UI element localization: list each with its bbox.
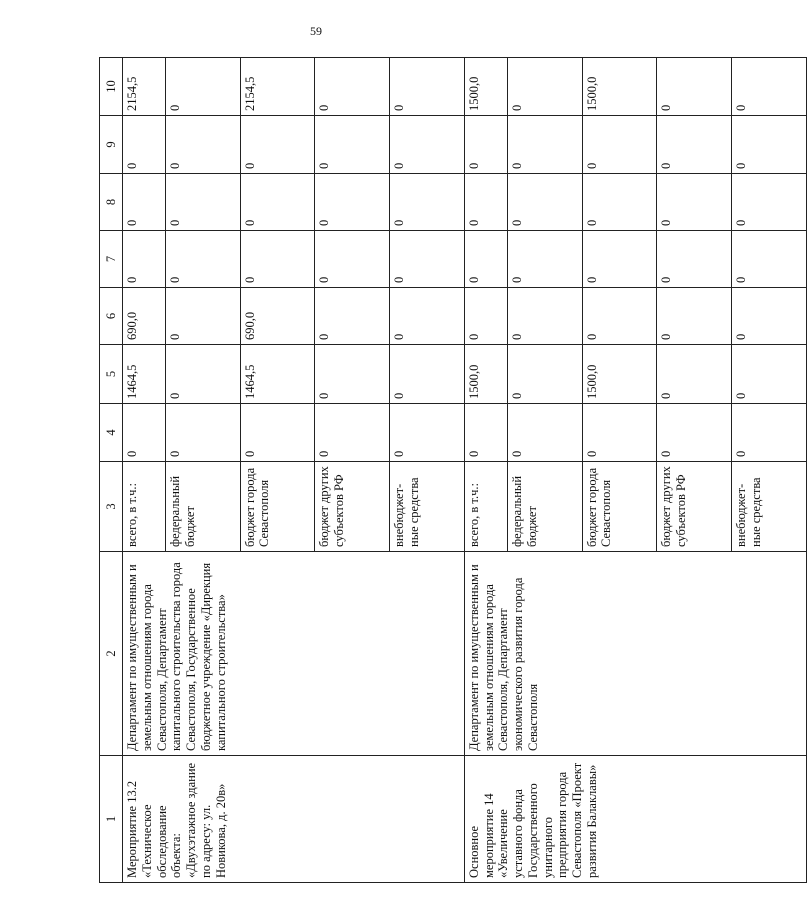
funding-source-cell: федеральный бюджет: [507, 462, 582, 552]
table-row: [123, 58, 166, 883]
value-cell-col-8: 0: [464, 174, 507, 231]
value-cell-col-6: 0: [390, 288, 465, 345]
value-cell-col-6: 690,0: [240, 288, 315, 345]
value-cell-col-8: 0: [657, 174, 732, 231]
value-cell-col-7: 0: [582, 231, 657, 288]
value-cell-col-8: 0: [732, 174, 807, 231]
funding-source-cell: бюджет города Севастополя: [240, 462, 315, 552]
value-cell-col-9: 0: [123, 116, 166, 174]
value-cell-col-4: 0: [123, 404, 166, 462]
value-cell-col-8: 0: [165, 174, 240, 231]
funding-source-cell: федеральный бюджет: [165, 462, 240, 552]
funding-source-cell: внебюджет-ные средства: [390, 462, 465, 552]
header-col-4: 4: [100, 404, 123, 462]
value-cell-col-5: 0: [390, 345, 465, 404]
value-cell-col-6: 0: [582, 288, 657, 345]
header-row: [100, 58, 123, 883]
value-cell-col-4: 0: [464, 404, 507, 462]
value-cell-col-4: 0: [657, 404, 732, 462]
rotated-table-frame: [99, 58, 807, 883]
value-cell-col-9: 0: [507, 116, 582, 174]
measure-cell: Мероприятие 13.2 «Техническое обследование объекта: «Двухэтажное здание по адресу: ул. Новикова, д. 20в»: [123, 756, 465, 883]
value-cell-col-7: 0: [315, 231, 390, 288]
measure-cell: Основное мероприятие 14 «Увеличение уставного фонда Государственного унитарного предприятия города Севастополя «Проект развития Балаклавы»: [464, 756, 806, 883]
value-cell-col-7: 0: [464, 231, 507, 288]
value-cell-col-4: 0: [315, 404, 390, 462]
header-col-2: 2: [100, 552, 123, 756]
value-cell-col-9: 0: [390, 116, 465, 174]
table-container: [99, 58, 807, 883]
value-cell-col-10: 0: [732, 58, 807, 116]
value-cell-col-8: 0: [507, 174, 582, 231]
value-cell-col-4: 0: [582, 404, 657, 462]
value-cell-col-7: 0: [123, 231, 166, 288]
table-row: [464, 58, 507, 883]
value-cell-col-7: 0: [240, 231, 315, 288]
funding-source-cell: бюджет города Севастополя: [582, 462, 657, 552]
program-table: [99, 57, 807, 883]
header-col-1: 1: [100, 756, 123, 883]
header-col-8: 8: [100, 174, 123, 231]
funding-source-cell: бюджет других субъектов РФ: [315, 462, 390, 552]
value-cell-col-7: 0: [732, 231, 807, 288]
header-col-5: 5: [100, 345, 123, 404]
value-cell-col-6: 0: [507, 288, 582, 345]
value-cell-col-7: 0: [507, 231, 582, 288]
value-cell-col-4: 0: [390, 404, 465, 462]
value-cell-col-9: 0: [315, 116, 390, 174]
value-cell-col-8: 0: [582, 174, 657, 231]
value-cell-col-4: 0: [240, 404, 315, 462]
value-cell-col-5: 0: [315, 345, 390, 404]
executor-cell: Департамент по имущественным и земельным отношениям города Севастополя, Департамент экономического развития города Севастополя: [464, 552, 806, 756]
value-cell-col-10: 2154,5: [123, 58, 166, 116]
value-cell-col-10: 1500,0: [582, 58, 657, 116]
value-cell-col-5: 0: [657, 345, 732, 404]
value-cell-col-10: 0: [390, 58, 465, 116]
value-cell-col-10: 0: [657, 58, 732, 116]
value-cell-col-5: 0: [732, 345, 807, 404]
value-cell-col-6: 0: [165, 288, 240, 345]
value-cell-col-5: 1464,5: [240, 345, 315, 404]
value-cell-col-5: 0: [507, 345, 582, 404]
funding-source-cell: всего, в т.ч.:: [464, 462, 507, 552]
value-cell-col-9: 0: [240, 116, 315, 174]
funding-source-cell: бюджет других субъектов РФ: [657, 462, 732, 552]
value-cell-col-6: 690,0: [123, 288, 166, 345]
value-cell-col-6: 0: [657, 288, 732, 345]
value-cell-col-9: 0: [657, 116, 732, 174]
page-number: 59: [310, 24, 322, 38]
value-cell-col-4: 0: [732, 404, 807, 462]
value-cell-col-4: 0: [507, 404, 582, 462]
header-col-9: 9: [100, 116, 123, 174]
value-cell-col-9: 0: [464, 116, 507, 174]
value-cell-col-7: 0: [165, 231, 240, 288]
value-cell-col-9: 0: [582, 116, 657, 174]
funding-source-cell: всего, в т.ч.:: [123, 462, 166, 552]
value-cell-col-10: 0: [165, 58, 240, 116]
value-cell-col-10: 0: [507, 58, 582, 116]
value-cell-col-8: 0: [123, 174, 166, 231]
executor-cell: Департамент по имущественным и земельным отношениям города Севастополя, Департамент капитального строительства города Севастополя, Государственное бюджетное учреждение «Дирекция капитального строительства»: [123, 552, 465, 756]
value-cell-col-5: 1500,0: [464, 345, 507, 404]
value-cell-col-6: 0: [464, 288, 507, 345]
value-cell-col-10: 0: [315, 58, 390, 116]
funding-source-cell: внебюджет-ные средства: [732, 462, 807, 552]
value-cell-col-10: 2154,5: [240, 58, 315, 116]
header-col-6: 6: [100, 288, 123, 345]
table-body: [123, 58, 807, 883]
value-cell-col-8: 0: [240, 174, 315, 231]
value-cell-col-4: 0: [165, 404, 240, 462]
value-cell-col-6: 0: [732, 288, 807, 345]
value-cell-col-9: 0: [165, 116, 240, 174]
value-cell-col-7: 0: [657, 231, 732, 288]
value-cell-col-8: 0: [315, 174, 390, 231]
value-cell-col-5: 0: [165, 345, 240, 404]
value-cell-col-5: 1464,5: [123, 345, 166, 404]
value-cell-col-8: 0: [390, 174, 465, 231]
value-cell-col-7: 0: [390, 231, 465, 288]
value-cell-col-10: 1500,0: [464, 58, 507, 116]
header-col-7: 7: [100, 231, 123, 288]
value-cell-col-6: 0: [315, 288, 390, 345]
header-col-3: 3: [100, 462, 123, 552]
header-col-10: 10: [100, 58, 123, 116]
value-cell-col-5: 1500,0: [582, 345, 657, 404]
value-cell-col-9: 0: [732, 116, 807, 174]
